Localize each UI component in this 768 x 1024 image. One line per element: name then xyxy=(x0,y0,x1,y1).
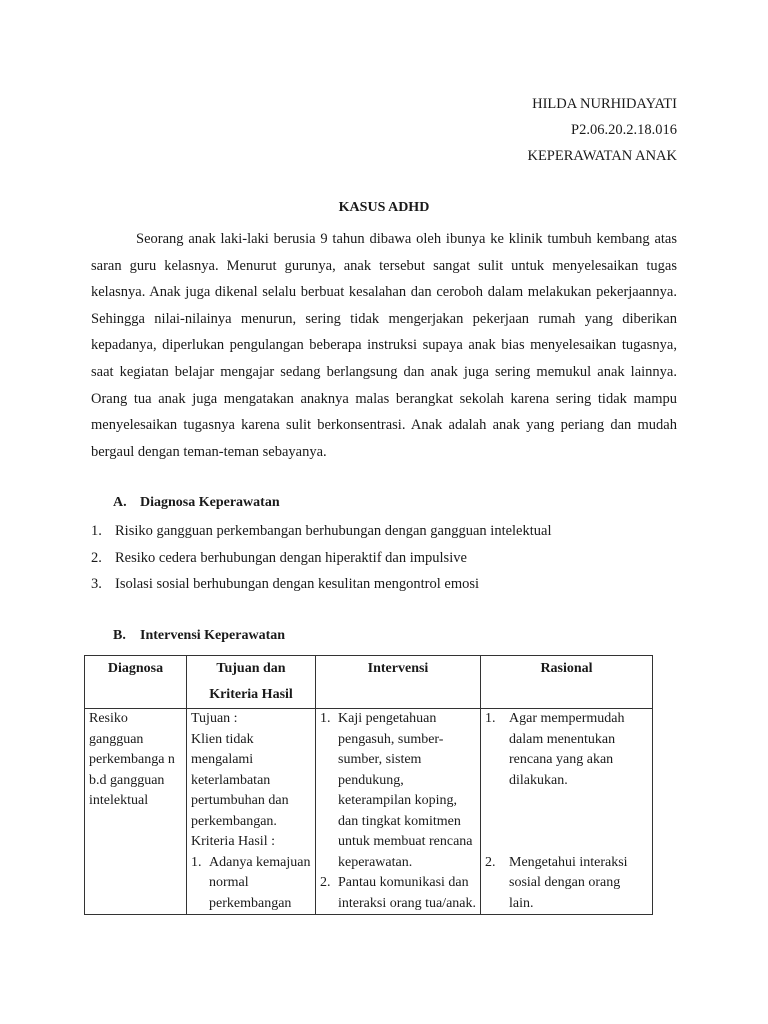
intervention-table xyxy=(84,655,653,915)
list-spacer xyxy=(485,832,648,853)
cell-tujuan xyxy=(187,709,316,915)
list-item-text: Isolasi sosial berhubungan dengan kesulitan mengontrol emosi xyxy=(115,576,480,592)
list-item-number: 2. xyxy=(91,549,102,566)
list-item xyxy=(91,545,552,572)
list-item-number: 1. xyxy=(191,854,202,870)
list-item-text: Pantau komunikasi dan interaksi orang tua/anak. xyxy=(338,875,477,911)
tujuan-text: Klien tidak mengalami keterlambatan pertumbuhan dan perkembangan. xyxy=(191,731,289,829)
section-a-letter: A. xyxy=(113,495,127,510)
header-diagnosa: Diagnosa xyxy=(85,656,187,709)
list-spacer xyxy=(485,791,648,812)
case-title: KASUS ADHD xyxy=(338,200,430,215)
list-item xyxy=(91,571,552,598)
list-spacer xyxy=(485,812,648,833)
list-item xyxy=(320,709,476,873)
author-name: HILDA NURHIDAYATI xyxy=(532,96,677,112)
section-a-heading xyxy=(113,495,280,511)
kriteria-label: Kriteria Hasil : xyxy=(191,834,275,849)
list-item-number: 1. xyxy=(485,711,496,726)
rasional-list xyxy=(485,709,648,914)
case-description xyxy=(91,226,677,465)
diagnosa-text: Resiko gangguan perkembanga n b.d gangguan intelektual xyxy=(89,711,175,808)
header-tujuan: Tujuan dan Kriteria Hasil xyxy=(187,656,316,709)
student-id: P2.06.20.2.18.016 xyxy=(571,122,677,138)
intervensi-list xyxy=(320,709,476,914)
section-b-title: Intervensi Keperawatan xyxy=(140,628,286,643)
list-item-text: Adanya kemajuan normal perkembangan xyxy=(209,854,311,911)
tujuan-label: Tujuan : xyxy=(191,711,238,726)
section-b-heading xyxy=(113,628,285,644)
list-item xyxy=(191,853,311,915)
list-item-text: Agar mempermudah dalam menentukan rencana yang akan dilakukan. xyxy=(509,711,625,788)
diagnosis-list xyxy=(91,518,552,598)
header-rasional: Rasional xyxy=(481,656,653,709)
cell-rasional xyxy=(481,709,653,915)
section-b-letter: B. xyxy=(113,628,126,643)
list-item-text: Resiko cedera berhubungan dengan hiperaktif dan impulsive xyxy=(115,549,467,566)
table-row xyxy=(85,709,653,915)
list-item xyxy=(91,518,552,545)
list-item xyxy=(485,709,648,791)
table-header-row xyxy=(85,656,653,709)
list-item-text: Mengetahui interaksi sosial dengan orang lain. xyxy=(509,854,628,911)
kriteria-list xyxy=(191,853,311,915)
list-item-number: 2. xyxy=(485,854,496,870)
list-item-number: 1. xyxy=(91,523,102,539)
cell-intervensi xyxy=(316,709,481,915)
list-item-number: 3. xyxy=(91,576,102,592)
cell-diagnosa xyxy=(85,709,187,915)
author-header xyxy=(527,91,677,169)
list-item-text: Risiko gangguan perkembangan berhubungan dengan gangguan intelektual xyxy=(115,523,552,539)
list-item-text: Kaji pengetahuan pengasuh, sumber-sumber, sistem pendukung, keterampilan koping, dan tingkat komitmen untuk membuat rencana keperawatan. xyxy=(338,711,473,870)
case-paragraph: Seorang anak laki-laki berusia 9 tahun dibawa oleh ibunya ke klinik tumbuh kembang atas saran guru kelasnya. Menurut gurunya, anak tersebut sangat sulit untuk menyelesaikan tugas kelasnya. Anak juga dikenal selalu berbuat kesalahan dan ceroboh dalam melakukan pekerjaannya. Sehingga nilai-nilainya menurun, sering tidak mengerjakan pekerjaan rumah yang diberikan kepadanya, diperlukan pengulangan beberapa instruksi supaya anak bias menyelesaikan tugasnya, saat kegiatan belajar mengajar sedang berlangsung dan anak juga sering memukul anak lainnya. Orang tua anak juga mengatakan anaknya malas berangkat sekolah karena sering tidak mampu menyelesaikan tugasnya karena sulit berkonsentrasi. Anak adalah anak yang periang dan mudah bergaul dengan teman-teman sebayanya. xyxy=(91,231,677,460)
list-item xyxy=(320,873,476,914)
course-name: KEPERAWATAN ANAK xyxy=(527,148,677,164)
list-item xyxy=(485,853,648,915)
list-item-number: 1. xyxy=(320,711,331,726)
list-item-number: 2. xyxy=(320,875,331,890)
section-a-title: Diagnosa Keperawatan xyxy=(140,495,280,510)
header-intervensi: Intervensi xyxy=(316,656,481,709)
